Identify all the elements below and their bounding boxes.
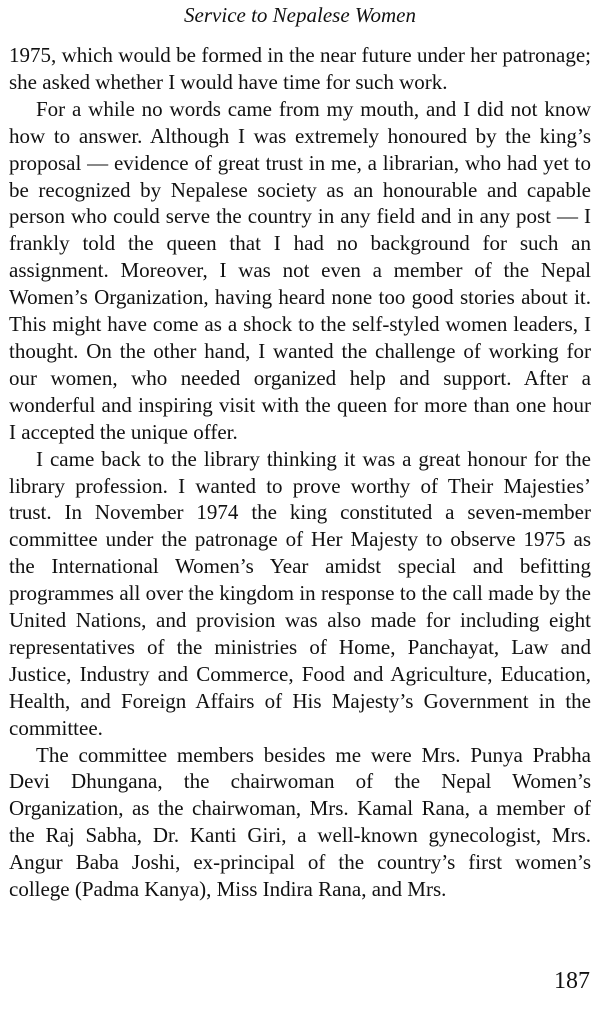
paragraph: For a while no words came from my mouth, and I did not know how to answer. Although I was extremely honoured by the king’s proposal — evidence of great trust in me, a librarian, who had yet to be recognized by Nepalese society as an honourable and capable person who could serve the country in any field and in any post — I frankly told the queen that I had no background for such an assignment. Moreover, I was not even a member of the Nepal Women’s Organization, having heard none too good stories about it. This might have come as a shock to the self-styled women leaders, I thought. On the other hand, I wanted the challenge of working for our women, who needed organized help and support. After a wonderful and inspiring visit with the queen for more than one hour I accepted the unique offer. xyxy=(9,96,591,444)
paragraph: I came back to the library thinking it was a great honour for the library profession. I wanted to prove worthy of Their Majesties’ trust. In November 1974 the king constituted a seven-member committee under the patronage of Her Majesty to observe 1975 as the International Women’s Year amidst special and befitting programmes all over the kingdom in response to the call made by the United Nations, and provision was also made for including eight representatives of the ministries of Home, Panchayat, Law and Justice, Industry and Commerce, Food and Agriculture, Education, Health, and Foreign Affairs of His Majesty’s Government in the committee. xyxy=(9,446,591,740)
body-text xyxy=(9,42,591,903)
running-head: Service to Nepalese Women xyxy=(184,3,416,27)
paragraph-continuation: 1975, which would be formed in the near future under her patronage; she asked whether I would have time for such work. xyxy=(9,43,591,94)
paragraph: The committee members besides me were Mrs. Punya Prabha Devi Dhungana, the chairwoman of the Nepal Women’s Organization, as the chairwoman, Mrs. Kamal Rana, a member of the Raj Sabha, Dr. Kanti Giri, a well-known gynecologist, Mrs. Angur Baba Joshi, ex-principal of the country’s first women’s college (Padma Kanya), Miss Indira Rana, and Mrs. xyxy=(9,742,591,902)
page-number: 187 xyxy=(554,968,590,994)
